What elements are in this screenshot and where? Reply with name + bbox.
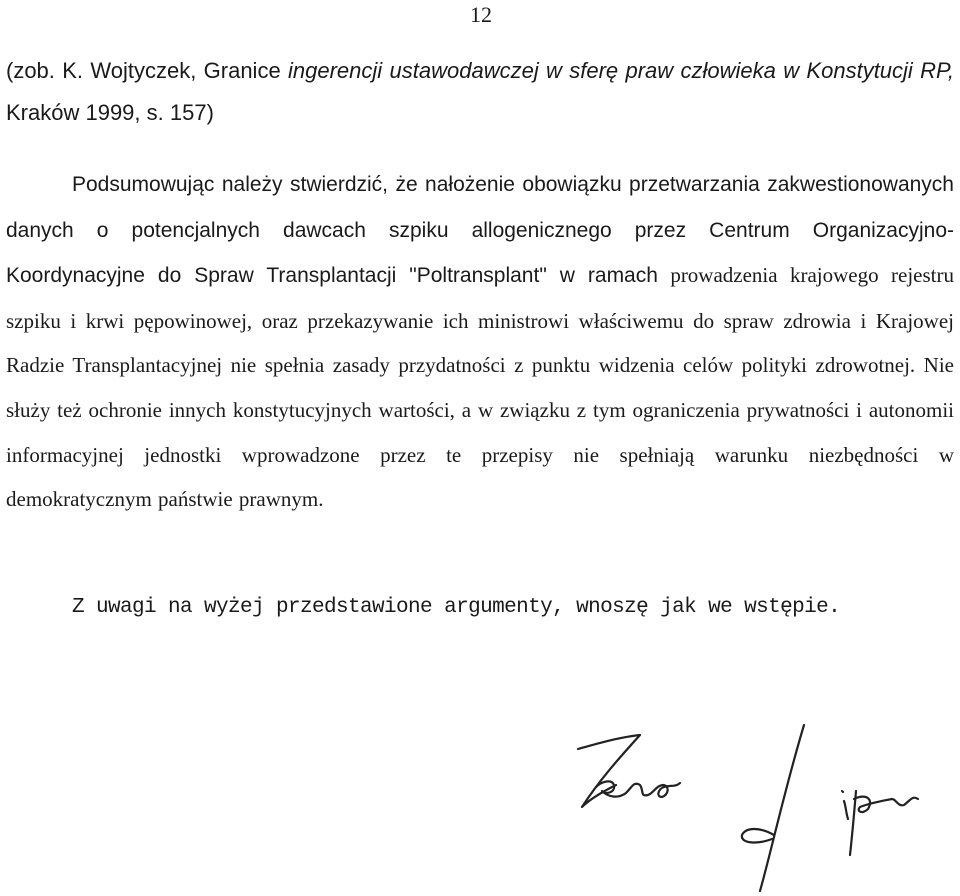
- citation-open: (zob. K. Wojtyczek, Granice: [6, 58, 289, 83]
- page-number: 12: [470, 2, 492, 27]
- closing-statement: Z uwagi na wyżej przedstawione argumenty, wnoszę jak we wstępie.: [72, 596, 841, 619]
- citation: [6, 50, 954, 134]
- handwritten-signature-icon: [560, 715, 960, 896]
- signature-dot: [842, 791, 843, 792]
- signature-stroke-j-loop: [742, 829, 774, 842]
- summary-paragraph: [6, 162, 954, 522]
- citation-rest: Kraków 1999, s. 157): [6, 100, 214, 125]
- paragraph-part-1: Podsumowując należy stwierdzić, że nałożenie obowiązku przetwarzania zakwestionowanych danych o potencjalnych dawcach szpiku allogenicznego przez Centrum Organizacyjno-Koordynacyjne do Spraw Transplantacji "Poltransplant" w ramach: [6, 173, 954, 288]
- signature-stroke-ipan: [844, 791, 918, 855]
- signature-stroke-j: [760, 725, 804, 891]
- citation-title: ingerencji ustawodawczej w sferę praw człowieka w Konstytucji RP,: [288, 58, 954, 83]
- paragraph-part-2: prowadzenia krajowego rejestru szpiku i krwi pępowinowej, oraz przekazywanie ich ministrowi właściwemu do spraw zdrowia i Krajowej Radzie Transplantacyjnej nie spełnia zasady przydatności z punktu widzenia celów polityki zdrowotnej. Nie służy też ochronie innych konstytucyjnych wartości, a w związku z tym ograniczenia prywatności i autonomii informacyjnej jednostki wprowadzone przez te przepisy nie spełniają warunku niezbędności w demokratycznym państwie prawnym.: [6, 263, 954, 512]
